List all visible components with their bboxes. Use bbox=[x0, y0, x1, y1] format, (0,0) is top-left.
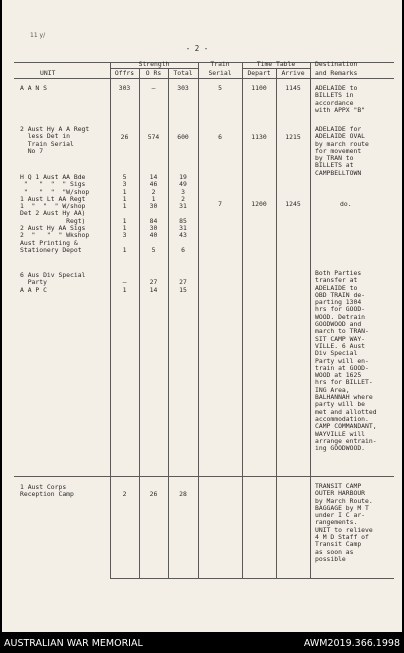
row-div-special-remarks: Both Parties transfer at ADELAIDE to OBD TRAIN de- parting 1304 hrs for GOOD- WOOD. Detrain GOODWOOD and march to TRAN- SIT CAMP WAY- VILLE. 6 Aust Div Special Party will en- train at GOOD- WOOD at 1625 hrs for BILLET- ING Area, BALHANNAH where party will be met and allotted accommodation. CAMP COMMANDANT, WAYVILLE will arrange entrain- ing GOODWOOD. bbox=[315, 269, 377, 453]
row-div-special-total: 27 15 bbox=[179, 278, 187, 294]
row-div-special-offrs: – 1 bbox=[122, 278, 127, 294]
row-aans-depart: 1100 bbox=[251, 84, 267, 92]
header-train: Train bbox=[210, 60, 230, 68]
row-group7-unit: H Q 1 Aust AA Bde " " " " Sigs " " " "W/shop 1 Aust Lt AA Regt 1 " " " W/shop Det 2 Aust Hy AA) Regt) 2 Aust Hy AA Sigs 2 " " " Wkshop Aust Printing & Stationery Depot bbox=[20, 173, 90, 254]
row-group7-depart: 1200 bbox=[251, 200, 267, 208]
row-hy-aa-regt-total: 600 bbox=[177, 133, 189, 141]
footer-credit: AUSTRALIAN WAR MEMORIAL bbox=[4, 638, 143, 649]
row-group7-arrive: 1245 bbox=[285, 200, 301, 208]
row-hy-aa-regt-remarks: ADELAIDE for ADELAIDE OVAL by march route for movement by TRAN to BILLETS at CAMPBELLTOWN bbox=[315, 125, 369, 177]
header-arrive: Arrive bbox=[281, 69, 305, 77]
header-offrs: Offrs bbox=[114, 69, 135, 77]
header-unit: UNIT bbox=[40, 69, 56, 77]
row-group7-remarks: do. bbox=[340, 200, 352, 208]
row-corps-reception-remarks: TRANSIT CAMP OUTER HARBOUR by March Route. BAGGAGE by M T under I C ar- rangements. UNIT to relieve 4 M D Staff of Transit Camp as soon as possible bbox=[315, 482, 373, 563]
col-divider-offrs bbox=[139, 68, 140, 578]
corner-mark: 11 y/ bbox=[30, 32, 46, 39]
header-remarks: and Remarks bbox=[315, 69, 358, 77]
row-aans-remarks: ADELAIDE to BILLETS in accordance with APPX "B" bbox=[315, 84, 366, 114]
header-strength: Strength bbox=[138, 60, 170, 68]
document-page bbox=[2, 0, 402, 632]
row-aans-total: 303 bbox=[177, 84, 189, 92]
row-hy-aa-regt-unit: 2 Aust Hy A A Regt less Det in Train Serial No 7 bbox=[20, 125, 90, 155]
header-depart: Depart bbox=[247, 69, 271, 77]
row-corps-reception-offrs: 2 bbox=[122, 490, 127, 498]
col-divider-ors bbox=[168, 68, 169, 578]
row-group7-serial: 7 bbox=[218, 200, 222, 208]
page-number: - 2 - bbox=[185, 44, 209, 53]
row-group7-ors: 14 46 2 1 30 84 30 40 5 bbox=[149, 173, 158, 254]
row-hy-aa-regt-ors: 574 bbox=[147, 133, 160, 141]
header-ors: O Rs bbox=[145, 69, 162, 77]
row-aans-serial: 5 bbox=[218, 84, 222, 92]
row-hy-aa-regt-serial: 6 bbox=[218, 133, 222, 141]
header-serial: Serial bbox=[208, 69, 232, 77]
row-hy-aa-regt-arrive: 1215 bbox=[285, 133, 301, 141]
header-destination: Destination bbox=[315, 60, 358, 68]
row-aans-ors: – bbox=[151, 84, 156, 92]
row-div-special-ors: 27 14 bbox=[149, 278, 158, 294]
row-corps-reception-unit: 1 Aust Corps Reception Camp bbox=[20, 483, 74, 499]
col-divider-depart bbox=[276, 68, 277, 578]
row-corps-reception-ors: 26 bbox=[149, 490, 158, 498]
row-div-special-unit: 6 Aus Div Special Party A A P C bbox=[20, 271, 86, 294]
row-group7-offrs: 5 3 1 1 1 1 1 3 1 bbox=[122, 173, 127, 254]
col-divider-arrive bbox=[310, 62, 311, 578]
row-hy-aa-regt-offrs: 26 bbox=[120, 133, 129, 141]
footer-accession-number: AWM2019.366.1998 bbox=[303, 638, 400, 649]
header-time-table: Time Table bbox=[256, 60, 296, 68]
row-divider-1 bbox=[14, 476, 394, 477]
table-bottom-rule bbox=[110, 578, 394, 579]
row-aans-unit: A A N S bbox=[20, 84, 47, 92]
row-corps-reception-total: 28 bbox=[179, 490, 187, 498]
header-bottom-rule bbox=[14, 78, 394, 79]
row-aans-offrs: 303 bbox=[118, 84, 131, 92]
row-aans-arrive: 1145 bbox=[285, 84, 301, 92]
row-hy-aa-regt-depart: 1130 bbox=[251, 133, 267, 141]
row-group7-total: 19 49 3 2 31 85 31 43 6 bbox=[179, 173, 187, 254]
header-total: Total bbox=[173, 69, 193, 77]
